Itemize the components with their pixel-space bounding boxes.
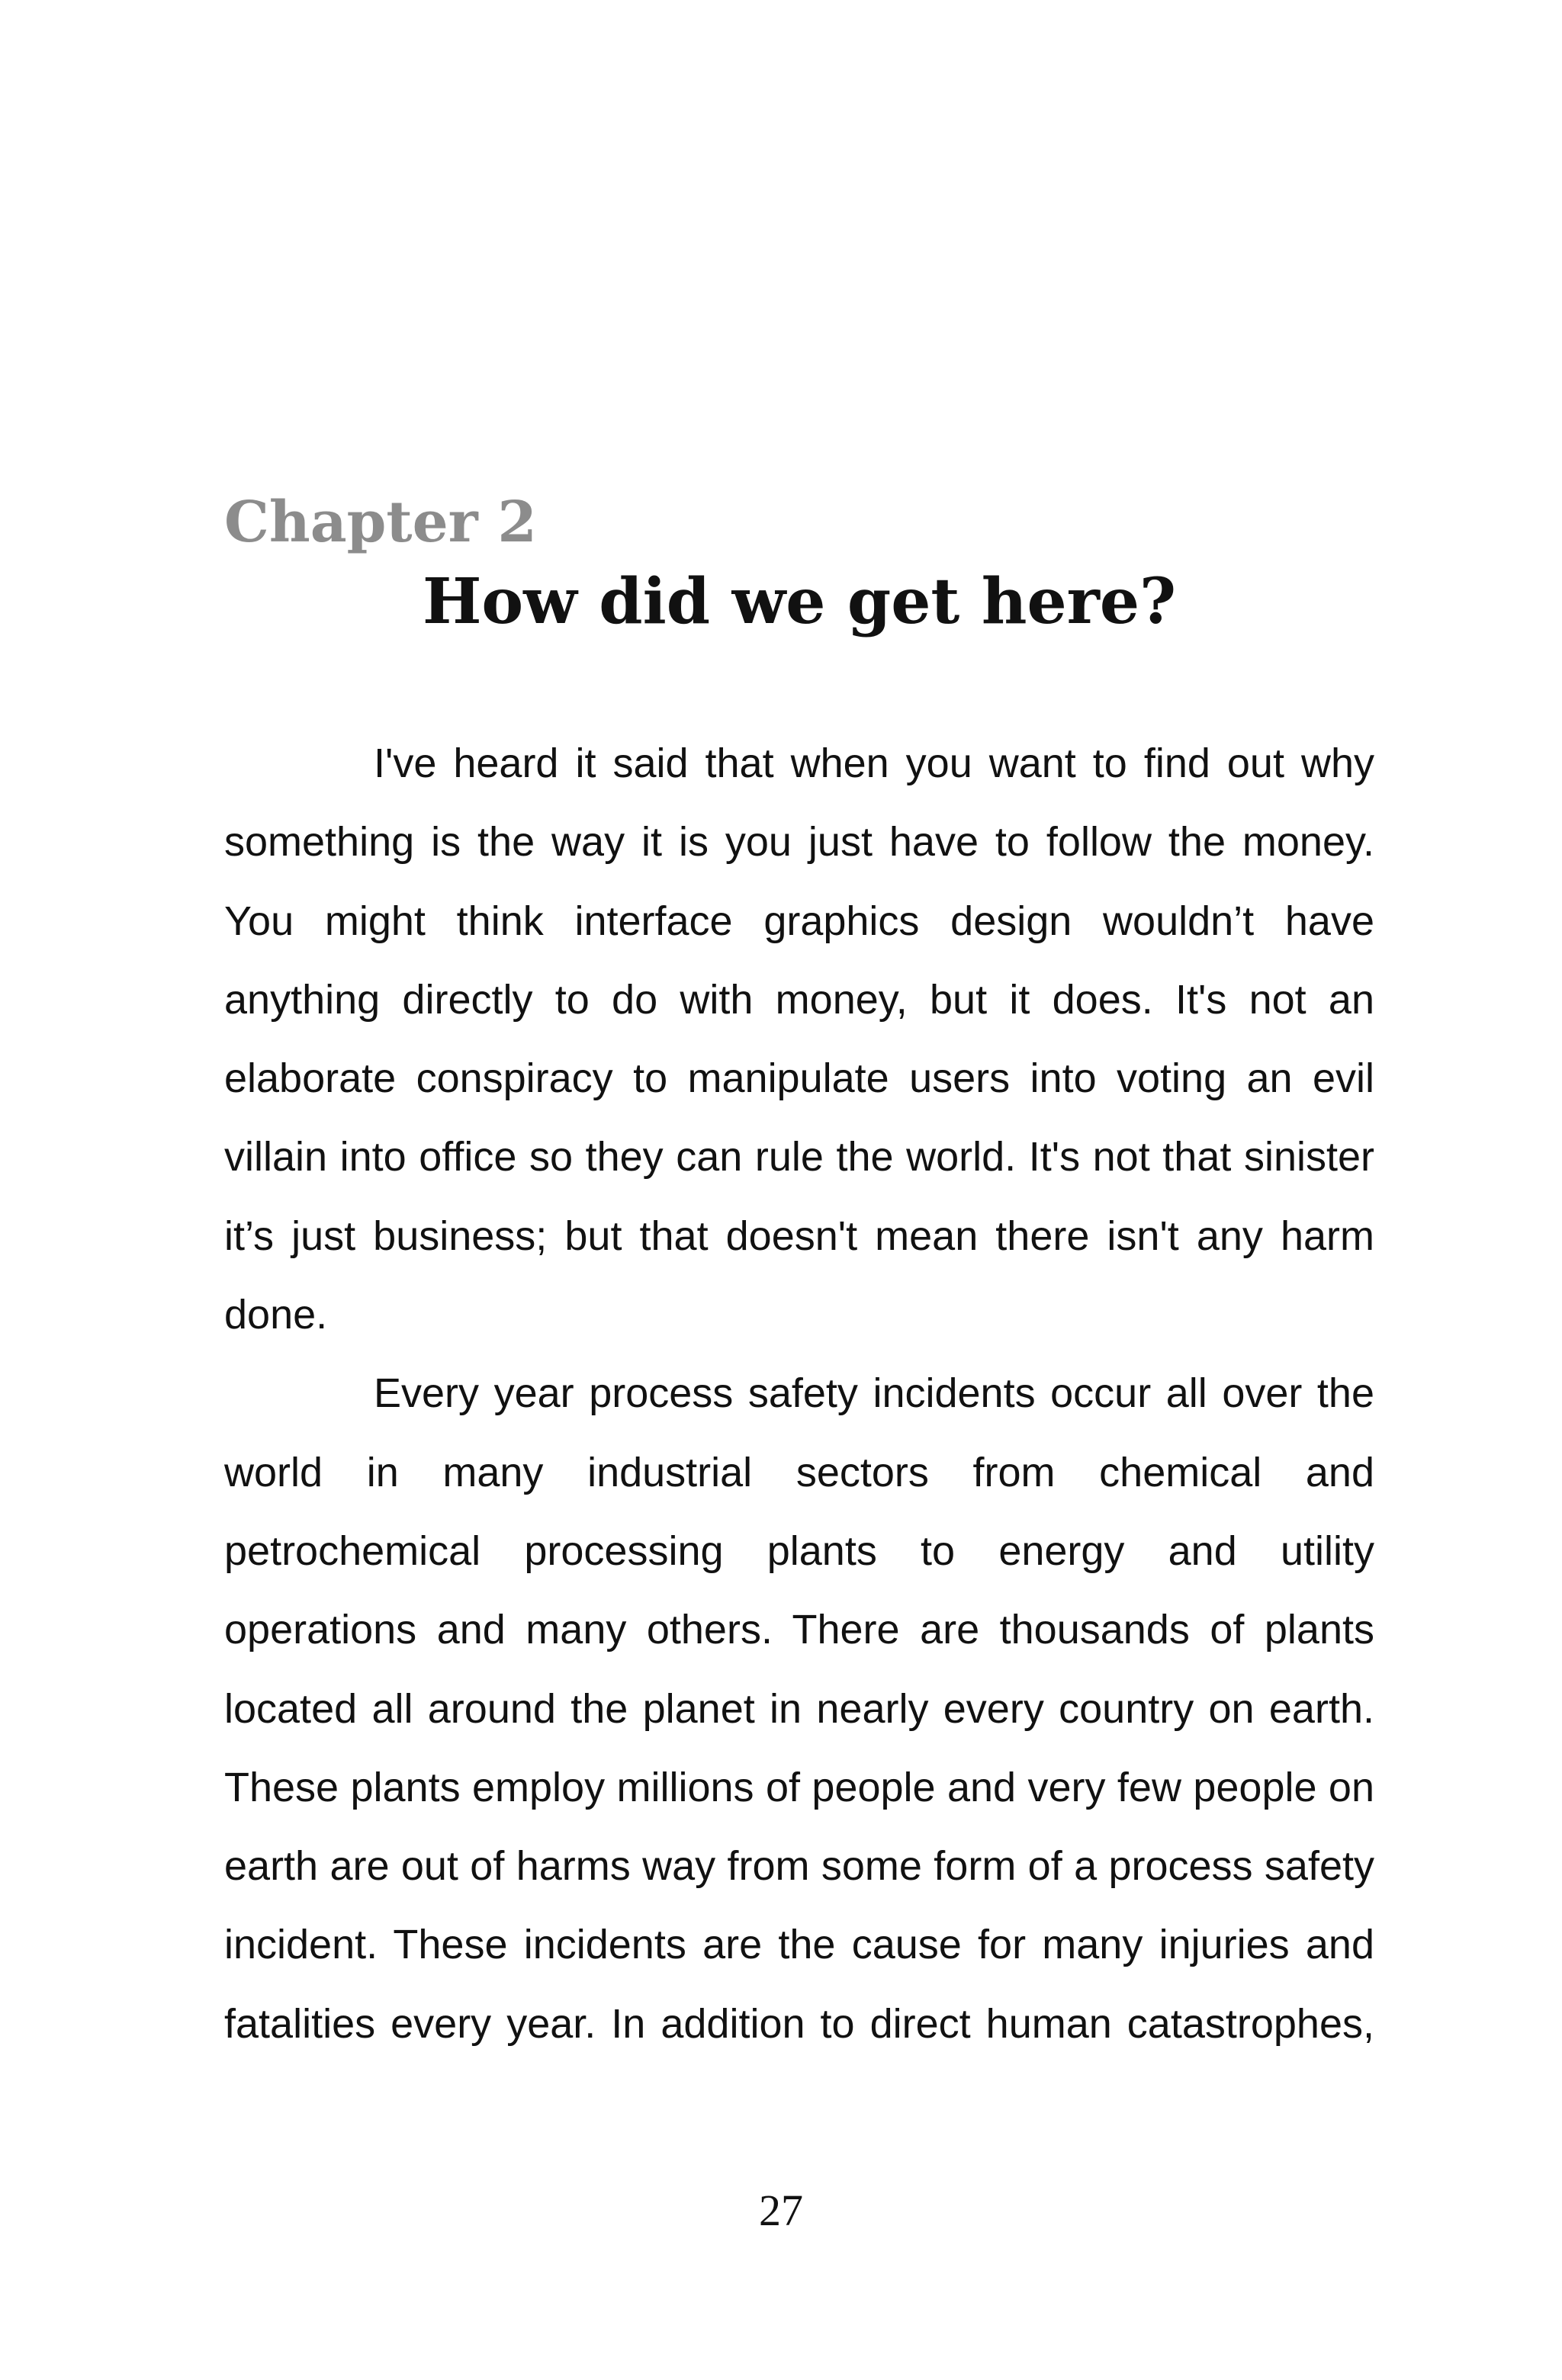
body-text (224, 724, 1374, 2064)
paragraph: I've heard it said that when you want to find out why something is the way it is you just have to follow the money. You might think interface graphics design wouldn’t have anything directly to do with money, but it does. It's not an elaborate conspiracy to manipulate users into voting an evil villain into office so they can rule the world. It's not that sinister it’s just business; but that doesn't mean there isn't any harm done. (224, 740, 1374, 1338)
chapter-title: How did we get here? (422, 565, 1177, 638)
page-number: 27 (759, 2186, 803, 2235)
chapter-label: Chapter 2 (224, 490, 537, 555)
paragraph: Every year process safety incidents occur all over the world in many industrial sectors from chemical and petrochemical processing plants to energy and utility operations and many others. There are thousands of plants located all around the planet in nearly every country on earth. These plants employ millions of people and very few people on earth are out of harms way from some form of a process safety incident. These incidents are the cause for many injuries and fatalities every year. In addition to direct human catastrophes, (224, 1370, 1374, 2047)
